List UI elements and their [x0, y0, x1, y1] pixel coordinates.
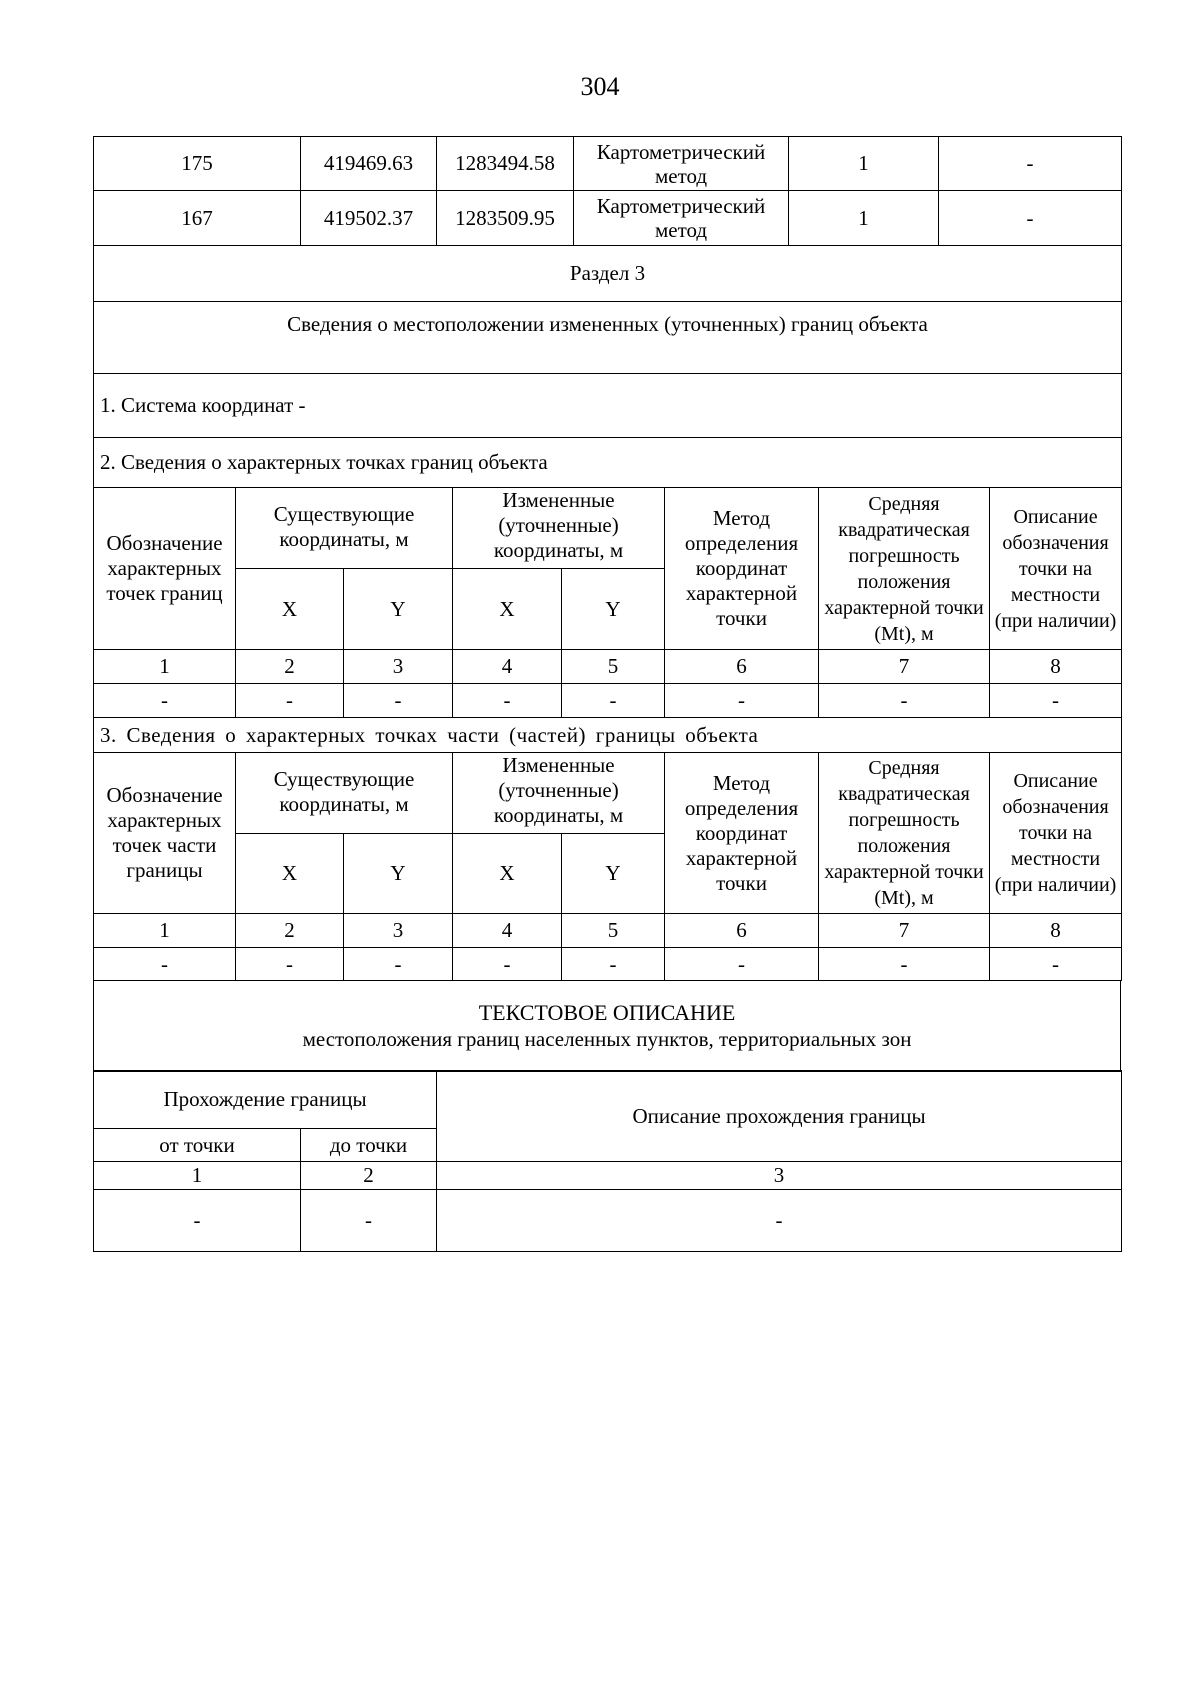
text-description-table	[93, 980, 1121, 1072]
header-changed-y: Y	[562, 834, 665, 914]
column-number: 4	[453, 650, 562, 684]
boundary-passage-table	[93, 1070, 1122, 1252]
method-cell	[574, 137, 789, 191]
table-cell: -	[94, 948, 236, 981]
header-existing-coords: Существующие координаты, м	[236, 488, 453, 569]
column-number-row	[94, 1162, 1122, 1190]
table-cell: -	[665, 948, 819, 981]
column-number: 1	[94, 1162, 301, 1190]
column-number: 4	[453, 914, 562, 948]
table-cell: -	[665, 684, 819, 718]
coordinate-system: 1. Система координат -	[94, 374, 1122, 438]
column-number: 8	[990, 914, 1122, 948]
header-point-description: Описание обозначения точки на местности (при наличии)	[990, 488, 1122, 650]
header-existing-coords: Существующие координаты, м	[236, 753, 453, 834]
table-cell: -	[453, 684, 562, 718]
column-number: 7	[819, 650, 990, 684]
text-description-subtitle: местоположения границ населенных пунктов, территориальных зон	[302, 1027, 912, 1051]
table-cell: -	[236, 684, 344, 718]
header-existing-x: X	[236, 834, 344, 914]
header-changed-coords: Измененные (уточненные) координаты, м	[453, 753, 665, 834]
section-title: Сведения о местоположении измененных (уточненных) границ объекта	[94, 302, 1122, 374]
table-cell: -	[819, 948, 990, 981]
points-heading: 2. Сведения о характерных точках границ объекта	[94, 438, 1122, 488]
table-cell: -	[562, 948, 665, 981]
table-cell: -	[990, 684, 1122, 718]
coordinates-table	[93, 136, 1122, 488]
header-passage-description: Описание прохождения границы	[437, 1071, 1122, 1162]
method-cell	[574, 191, 789, 246]
header-existing-x: X	[236, 569, 344, 650]
table-cell: -	[94, 1190, 301, 1252]
column-number: 2	[301, 1162, 437, 1190]
column-number: 6	[665, 650, 819, 684]
point-number: 167	[94, 191, 301, 246]
table-row	[94, 684, 1122, 718]
header-changed-y: Y	[562, 569, 665, 650]
header-changed-x: X	[453, 569, 562, 650]
part-points-table	[93, 752, 1122, 981]
text-description-title: ТЕКСТОВОЕ ОПИСАНИЕ	[478, 1000, 736, 1025]
column-number: 3	[344, 914, 453, 948]
table-cell: -	[562, 684, 665, 718]
column-number: 2	[236, 650, 344, 684]
accuracy-value: 1	[789, 137, 939, 191]
table-cell: -	[236, 948, 344, 981]
table-cell: -	[301, 1190, 437, 1252]
coord-x: 419502.37	[301, 191, 437, 246]
accuracy-value: 1	[789, 191, 939, 246]
table-cell: -	[819, 684, 990, 718]
header-changed-coords: Измененные (уточненные) координаты, м	[453, 488, 665, 569]
table-cell: -	[453, 948, 562, 981]
text-description-cell	[94, 981, 1121, 1072]
header-existing-y: Y	[344, 569, 453, 650]
point-number: 175	[94, 137, 301, 191]
header-changed-x: X	[453, 834, 562, 914]
column-number: 5	[562, 650, 665, 684]
column-number: 3	[437, 1162, 1122, 1190]
header-designation: Обозначение характерных точек границ	[94, 488, 236, 650]
header-existing-y: Y	[344, 834, 453, 914]
header-from-point: от точки	[94, 1129, 301, 1162]
method-line2: метод	[654, 218, 708, 242]
description-value: -	[939, 137, 1122, 191]
coord-y: 1283494.58	[437, 137, 574, 191]
table-row	[94, 137, 1122, 191]
header-point-description: Описание обозначения точки на местности (при наличии)	[990, 753, 1122, 914]
header-method: Метод определения координат характерной точки	[665, 488, 819, 650]
header-method: Метод определения координат характерной точки	[665, 753, 819, 914]
table-cell: -	[344, 948, 453, 981]
coord-y: 1283509.95	[437, 191, 574, 246]
table-cell: -	[344, 684, 453, 718]
table-cell: -	[990, 948, 1122, 981]
method-line1: Картометрический	[596, 139, 766, 164]
method-line2: метод	[654, 163, 708, 188]
coord-x: 419469.63	[301, 137, 437, 191]
column-number: 1	[94, 914, 236, 948]
table-cell: -	[437, 1190, 1122, 1252]
column-number: 6	[665, 914, 819, 948]
header-designation: Обозначение характерных точек части границы	[94, 753, 236, 914]
column-number-row	[94, 650, 1122, 684]
table-row	[94, 191, 1122, 246]
column-number: 8	[990, 650, 1122, 684]
column-number: 5	[562, 914, 665, 948]
header-boundary-passage: Прохождение границы	[94, 1071, 437, 1129]
boundary-points-table	[93, 487, 1122, 753]
header-accuracy: Средняя квадратическая погрешность положения характерной точки (Mt), м	[819, 753, 990, 914]
column-number: 2	[236, 914, 344, 948]
column-number-row	[94, 914, 1122, 948]
table-row	[94, 1190, 1122, 1252]
description-value: -	[939, 191, 1122, 246]
table-row	[94, 948, 1122, 981]
column-number: 1	[94, 650, 236, 684]
header-to-point: до точки	[301, 1129, 437, 1162]
column-number: 7	[819, 914, 990, 948]
part-points-heading: 3. Сведения о характерных точках части (частей) границы объекта	[94, 718, 1122, 753]
section-label: Раздел 3	[94, 246, 1122, 302]
table-cell: -	[94, 684, 236, 718]
method-line1: Картометрический	[596, 194, 766, 218]
column-number: 3	[344, 650, 453, 684]
header-accuracy: Средняя квадратическая погрешность положения характерной точки (Mt), м	[819, 488, 990, 650]
page-number: 304	[580, 72, 620, 101]
